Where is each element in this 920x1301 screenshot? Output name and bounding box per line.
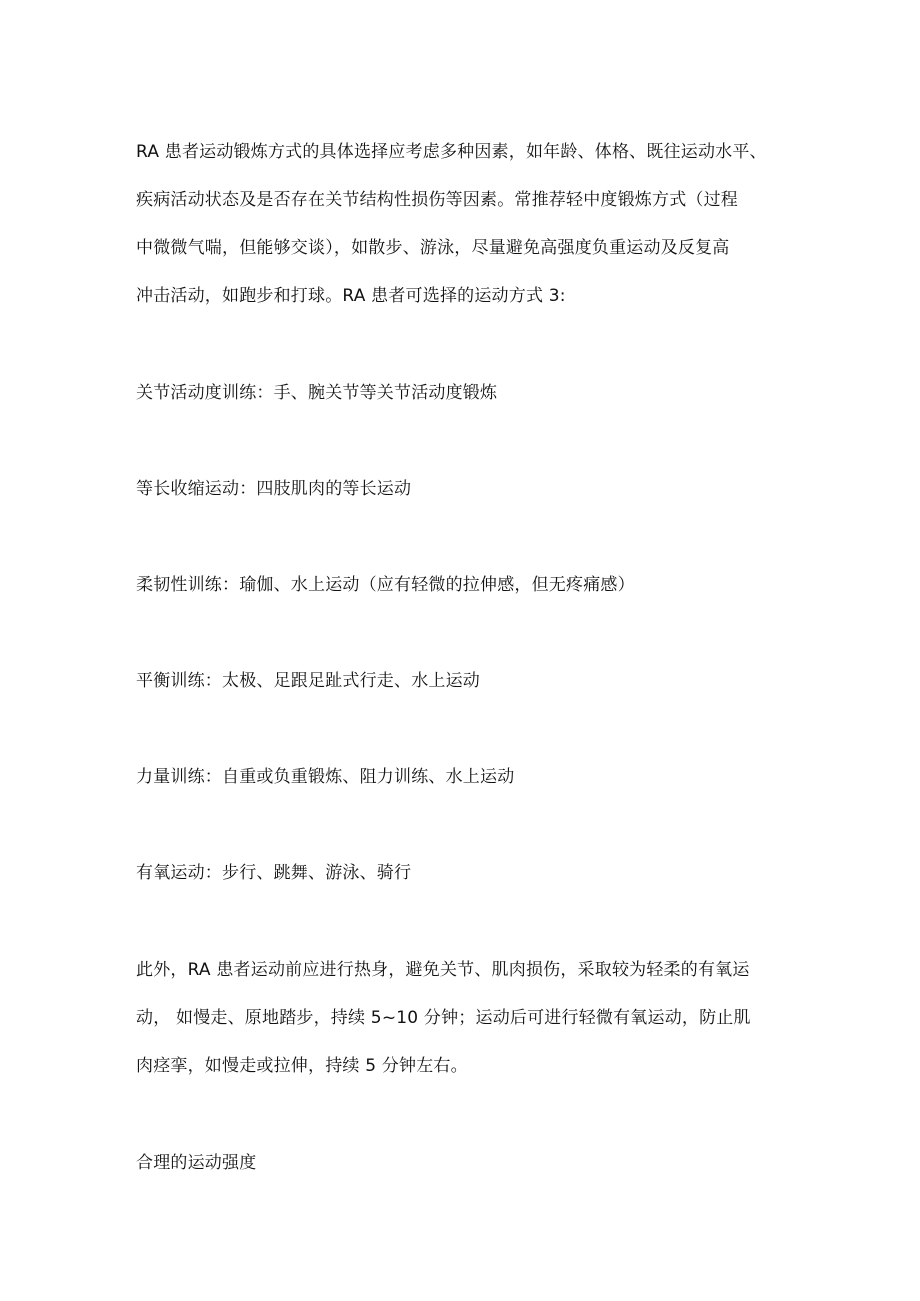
exercise-item-flexibility: 柔韧性训练：瑜伽、水上运动（应有轻微的拉伸感，但无疼痛感） <box>136 575 635 595</box>
exercise-item-balance: 平衡训练：太极、足跟足趾式行走、水上运动 <box>136 671 480 691</box>
intro-line-4: 冲击活动，如跑步和打球。RA 患者可选择的运动方式 3: <box>136 286 566 306</box>
intro-line-3: 中微微气喘，但能够交谈），如散步、游泳，尽量避免高强度负重运动及反复高 <box>136 238 730 258</box>
section-heading: 合理的运动强度 <box>136 1153 257 1173</box>
warmup-line-1: 此外，RA 患者运动前应进行热身，避免关节、肌肉损伤，采取较为轻柔的有氧运 <box>136 960 750 980</box>
warmup-line-2: 动， 如慢走、原地踏步，持续 5~10 分钟；运动后可进行轻微有氧运动，防止肌 <box>136 1008 751 1028</box>
exercise-item-aerobic: 有氧运动：步行、跳舞、游泳、骑行 <box>136 863 412 883</box>
exercise-item-range-of-motion: 关节活动度训练：手、腕关节等关节活动度锻炼 <box>136 383 498 403</box>
exercise-item-strength: 力量训练：自重或负重锻炼、阻力训练、水上运动 <box>136 767 515 787</box>
warmup-line-3: 肉痉挛，如慢走或拉伸，持续 5 分钟左右。 <box>136 1056 468 1076</box>
exercise-item-isometric: 等长收缩运动：四肢肌肉的等长运动 <box>136 479 412 499</box>
intro-line-1: RA 患者运动锻炼方式的具体选择应考虑多种因素，如年龄、体格、既往运动水平、 <box>136 142 767 162</box>
intro-line-2: 疾病活动状态及是否存在关节结构性损伤等因素。常推荐轻中度锻炼方式（过程 <box>136 190 738 210</box>
